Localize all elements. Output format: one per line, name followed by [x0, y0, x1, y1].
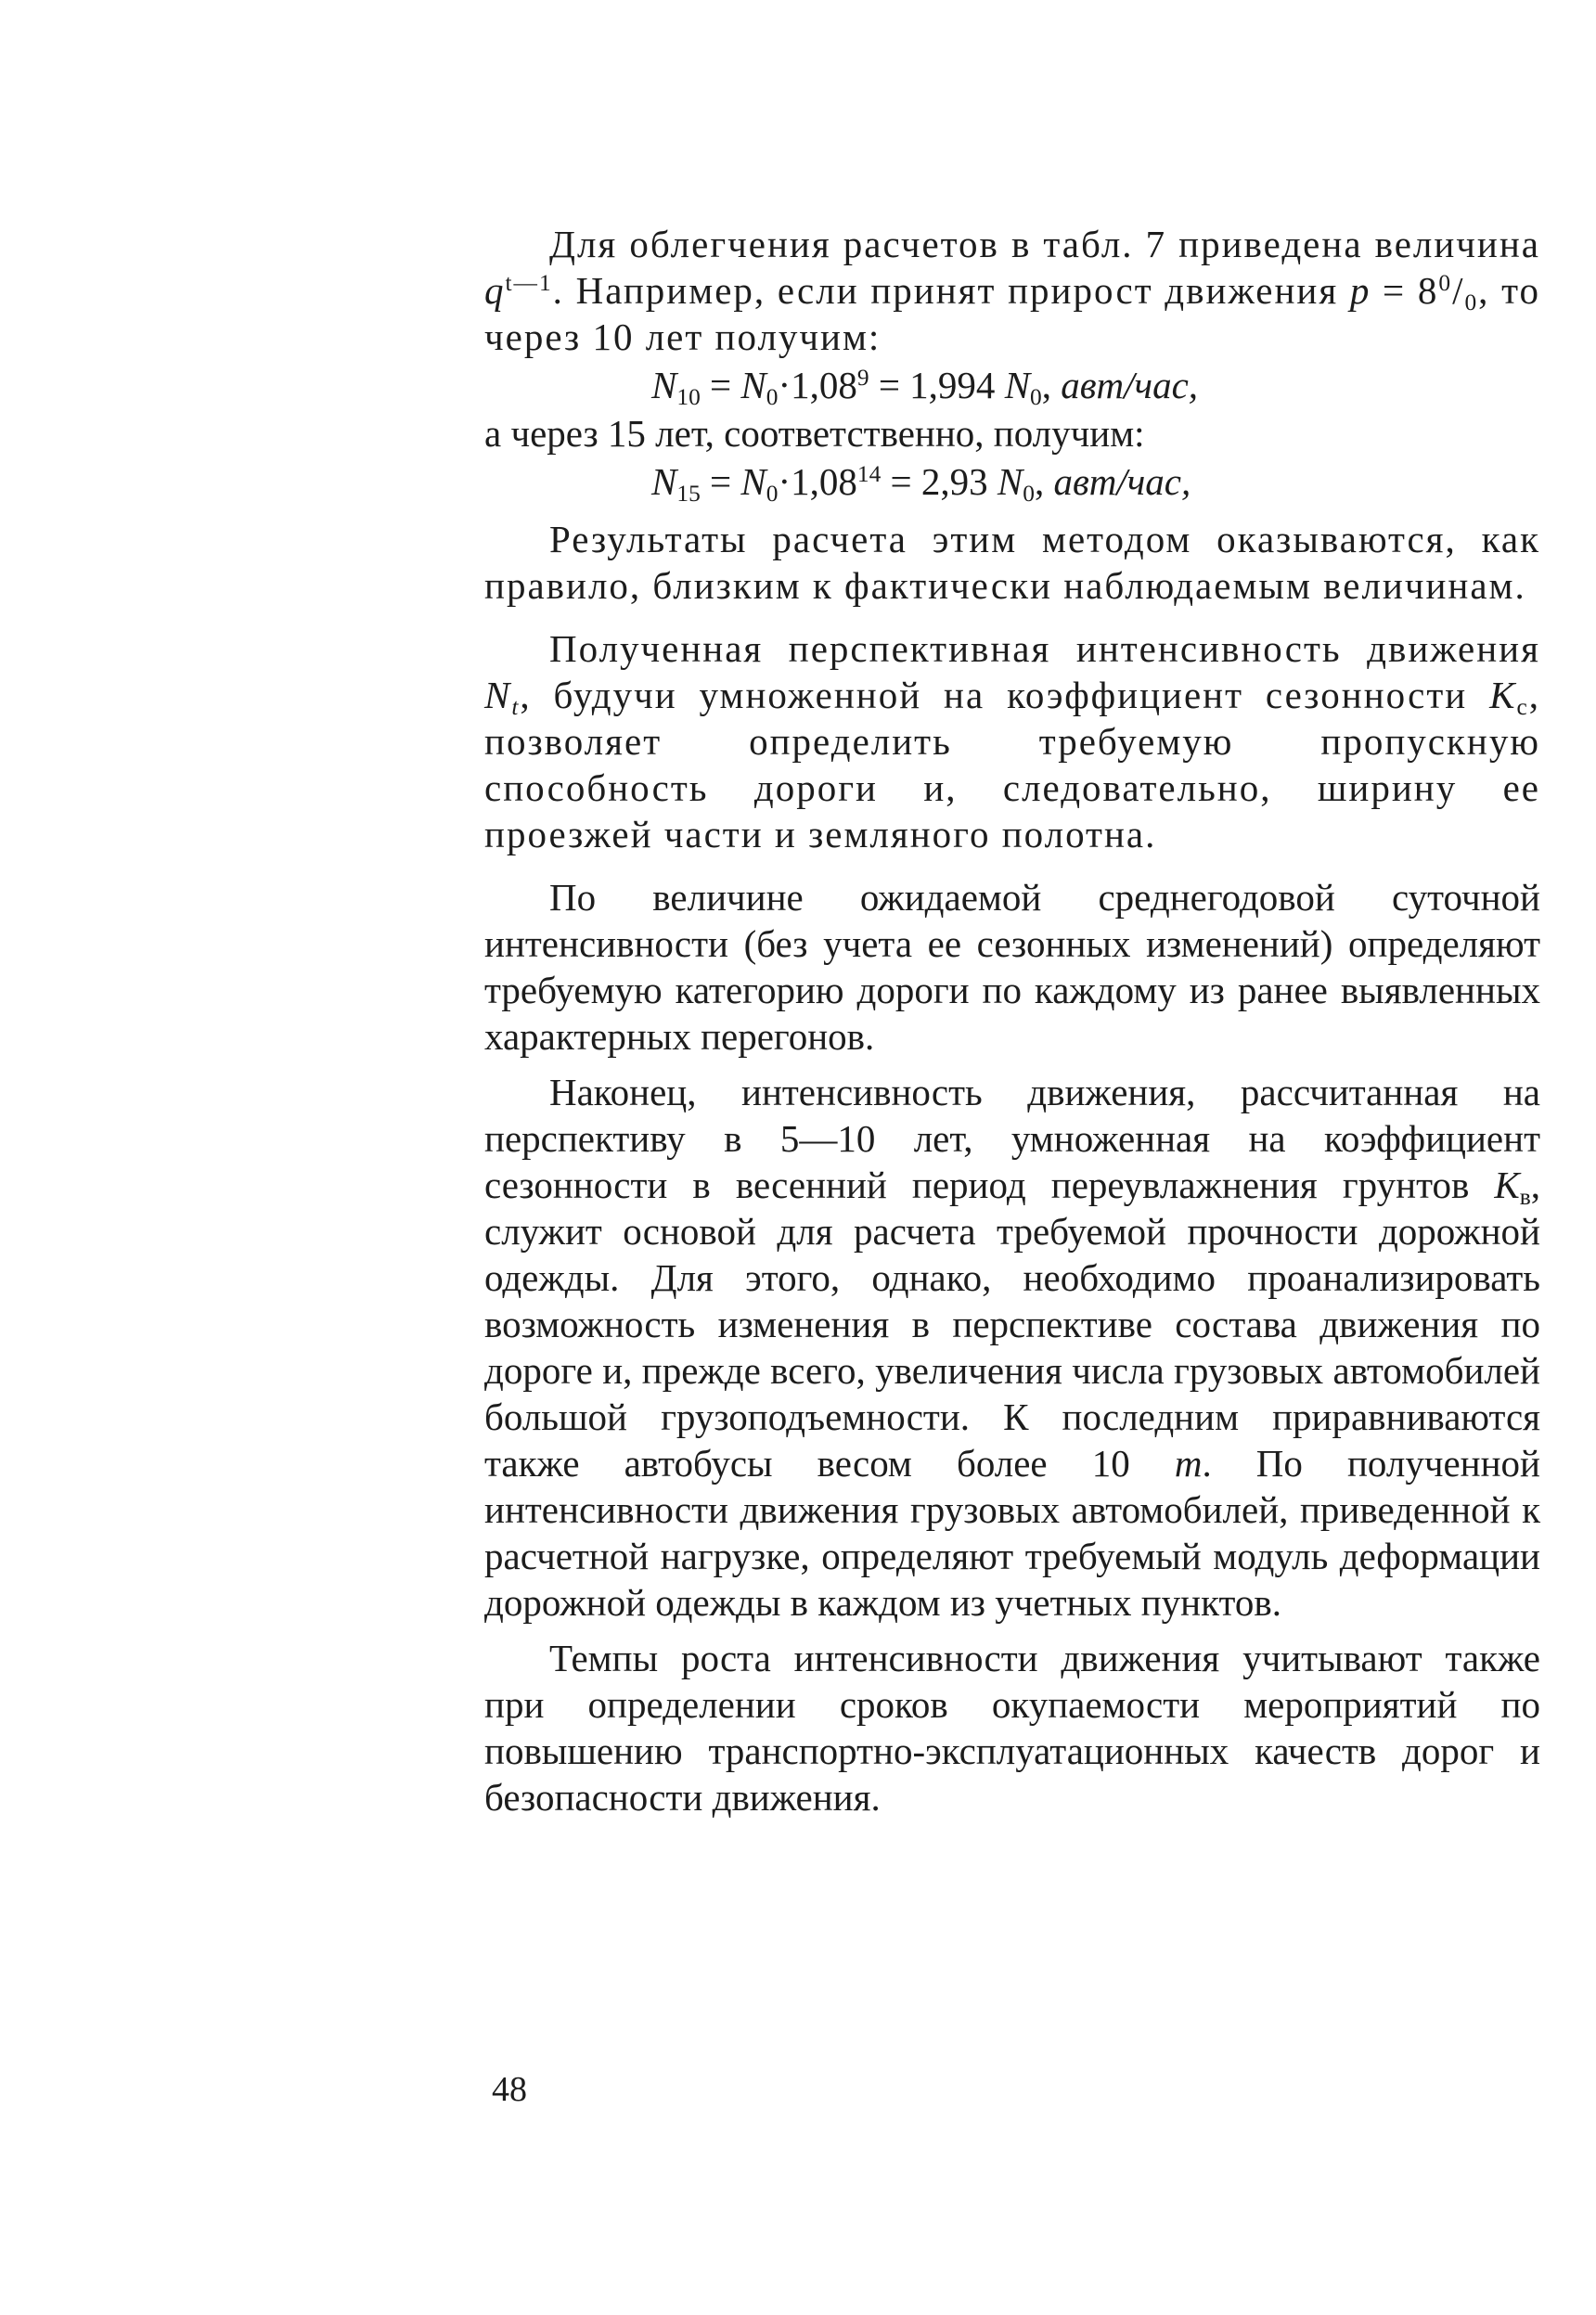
page-number: 48	[492, 2070, 527, 2109]
percent-top: 0	[1438, 270, 1453, 297]
formula-n10	[484, 360, 1540, 410]
exponent: t—1	[505, 270, 553, 297]
text-run: = 8	[1371, 269, 1439, 312]
exponent: 9	[856, 365, 869, 392]
exponent: 14	[856, 461, 882, 488]
symbol-n: N	[1004, 364, 1031, 406]
symbol-n: N	[651, 460, 677, 503]
result: = 2,93	[881, 460, 998, 503]
subscript: 0	[1030, 384, 1042, 411]
factor: ·1,08	[778, 364, 857, 406]
subscript: 15	[676, 481, 701, 508]
percent-bottom: 0	[1464, 289, 1479, 316]
equals: =	[700, 364, 741, 406]
text-run: . По полученной интенсивности движения грузовых автомобилей, приведенной к расчетной нагрузке, определяют требуемый модуль деформации дорожной одежды в каждом из учетных пунктов.	[484, 1442, 1540, 1624]
subscript: в	[1519, 1184, 1531, 1211]
subscript: t	[511, 694, 521, 721]
paragraph-6: Темпы роста интенсивности движения учитывают также при определении сроков окупаемости мероприятий по повышению транспортно-эксплуатационных качеств дорог и безопасности движения.	[484, 1637, 1540, 1819]
paragraph-2: Результаты расчета этим методом оказываются, как правило, близким к фактически наблюдаемым величинам.	[484, 518, 1540, 607]
symbol-n: N	[484, 674, 512, 716]
comma: ,	[1034, 460, 1054, 503]
comma: ,	[1041, 364, 1062, 406]
symbol-k: K	[1494, 1164, 1520, 1206]
text-run: Полученная перспективная интенсивность движения	[549, 627, 1540, 670]
paragraph-3	[484, 625, 1540, 857]
symbol-n: N	[651, 364, 677, 406]
unit-ton: т	[1174, 1442, 1203, 1485]
subscript: c	[1516, 694, 1529, 721]
subscript: 0	[1023, 481, 1035, 508]
symbol-k: K	[1489, 674, 1517, 716]
percent-slash: /	[1452, 269, 1465, 312]
formula-n15	[484, 457, 1540, 507]
symbol-n: N	[740, 460, 766, 503]
symbol-n: N	[740, 364, 766, 406]
subscript: 0	[766, 481, 779, 508]
continuation-line: а через 15 лет, соответственно, получим:	[484, 412, 1145, 455]
text-run: Для облегчения расчетов в табл. 7 приведена величина	[549, 223, 1540, 265]
unit: авт/час,	[1061, 364, 1199, 406]
text-run: , то через 10 лет получим:	[484, 269, 1540, 358]
result: = 1,994	[869, 364, 1005, 406]
factor: ·1,08	[778, 460, 857, 503]
equals: =	[700, 460, 741, 503]
symbol-q: q	[484, 269, 506, 312]
subscript: 0	[766, 384, 779, 411]
symbol-n: N	[997, 460, 1023, 503]
paragraph-5	[484, 1069, 1540, 1626]
paragraph-1	[484, 221, 1540, 360]
text-run: , позволяет определить требуемую пропускную способность дороги и, следовательно, ширину ее проезжей части и земляного полотна.	[484, 674, 1540, 855]
unit: авт/час,	[1053, 460, 1191, 503]
paragraph-4: По величине ожидаемой среднегодовой суточной интенсивности (без учета ее сезонных изменений) определяют требуемую категорию дороги по каждому из ранее выявленных характерных перегонов.	[484, 876, 1540, 1058]
text-run: , служит основой для расчета требуемой прочности дорожной одежды. Для этого, однако, необходимо проанализировать возможность изменения в перспективе состава движения по дороге и, прежде всего, увеличения числа грузовых автомобилей большой грузоподъемности. К последним приравниваются также автобусы весом более 10	[484, 1164, 1540, 1485]
text-run: . Например, если принят прирост движения	[552, 269, 1350, 312]
symbol-p: p	[1349, 269, 1371, 312]
text-run: Наконец, интенсивность движения, рассчитанная на перспективу в 5—10 лет, умноженная на коэффициент сезонности в весенний период переувлажнения грунтов	[484, 1071, 1540, 1206]
page-body	[484, 221, 1540, 1820]
text-run: , будучи умноженной на коэффициент сезонности	[520, 674, 1490, 716]
subscript: 10	[676, 384, 701, 411]
